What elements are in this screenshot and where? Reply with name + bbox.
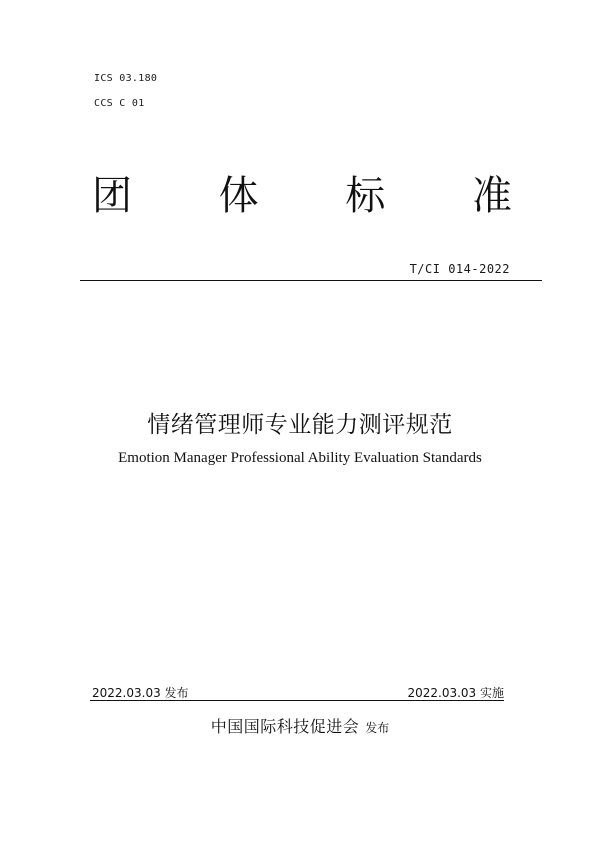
standard-number: T/CI 014-2022 (409, 262, 510, 276)
bottom-divider (90, 700, 504, 701)
ics-code: ICS 03.180 (94, 73, 158, 84)
document-title-english: Emotion Manager Professional Ability Evaluation Standards (118, 450, 482, 466)
implementation-date: 2022.03.03 实施 (407, 686, 504, 700)
publisher-organization: 中国国际科技促进会 (210, 717, 360, 736)
publisher-label: 发布 (365, 721, 390, 735)
type-title-char: 体 (218, 173, 259, 219)
publisher-line (0, 714, 600, 737)
type-title-char: 准 (471, 173, 512, 219)
document-title-chinese: 情绪管理师专业能力测评规范 (147, 412, 453, 438)
ccs-code: CCS C 01 (94, 98, 145, 109)
top-divider (80, 280, 542, 281)
type-title-char: 团 (92, 173, 132, 219)
type-title-char: 标 (345, 173, 386, 219)
standard-type-title (92, 168, 512, 224)
issue-date: 2022.03.03 发布 (92, 686, 189, 700)
